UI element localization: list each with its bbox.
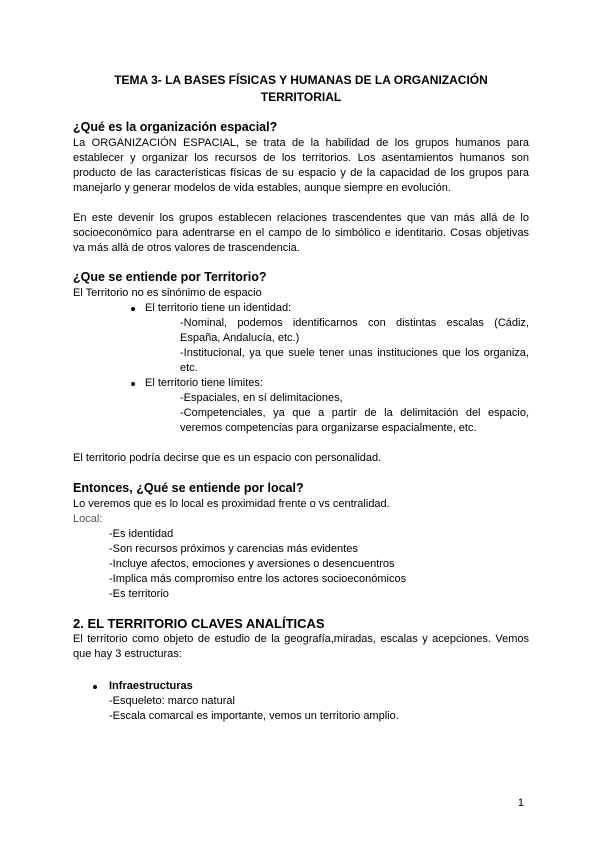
subitem-competenciales: -Competenciales, ya que a partir de la delimitación del espacio, veremos competencias para organizarse espacialmente, etc. <box>180 407 529 434</box>
local-item: -Es identidad <box>109 528 174 540</box>
local-item: -Implica más compromiso entre los actores socioeconómicos <box>109 573 407 585</box>
local-label: Local: <box>73 513 103 525</box>
subitem-espaciales: -Espaciales, en sí delimitaciones, <box>180 392 343 404</box>
local-intro: Lo veremos que es lo local es proximidad frente o vs centralidad. <box>73 498 390 510</box>
local-item: -Es territorio <box>109 588 169 600</box>
identidad-subitems <box>73 316 529 376</box>
claves-intro: El territorio como objeto de estudio de la geografía,miradas, escalas y acepciones. Vemos que hay 3 estructuras: <box>73 633 529 660</box>
subitem-institucional: -Institucional, ya que suele tener unas instituciones que los organiza, etc. <box>180 347 529 374</box>
section-heading-territorio: ¿Que se entiende por Territorio? <box>73 270 267 284</box>
local-items-list <box>73 527 529 602</box>
section-heading-local: Entonces, ¿Qué se entiende por local? <box>73 481 304 495</box>
territorio-intro: El Territorio no es sinónimo de espacio <box>73 287 262 299</box>
local-item: -Son recursos próximos y carencias más evidentes <box>109 543 358 555</box>
local-item: -Incluye afectos, emociones y aversiones o desencuentros <box>109 558 395 570</box>
section-heading-organizacion: ¿Qué es la organización espacial? <box>73 120 278 134</box>
document-page <box>73 72 529 724</box>
subitem-nominal: -Nominal, podemos identificarnos con distintas escalas (Cádiz, España, Andalucía, etc.) <box>180 317 529 344</box>
title-line-2: TERRITORIAL <box>260 90 342 104</box>
territorio-closing: El territorio podría decirse que es un espacio con personalidad. <box>73 452 382 464</box>
page-number: 1 <box>517 797 524 809</box>
paragraph-organizacion-1: La ORGANIZACIÓN ESPACIAL, se trata de la habilidad de los grupos humanos para establecer y organizar los recursos de los territorios. Los asentamientos humanos son producto de las características físicas de su espacio y de la capacidad de los grupos para manejarlo y generar modelos de vida estables, aunque siempre en evolución. <box>73 137 529 194</box>
limites-subitems <box>73 391 529 436</box>
bullet-limites-text: El territorio tiene límites: <box>145 377 263 389</box>
estructuras-bullet-list <box>73 679 529 724</box>
document-title <box>73 72 529 106</box>
bullet-infraestructuras <box>73 679 529 724</box>
bullet-limites <box>73 376 529 391</box>
infraestructuras-title: Infraestructuras <box>109 680 193 692</box>
section-heading-claves: 2. EL TERRITORIO CLAVES ANALÍTICAS <box>73 616 325 631</box>
paragraph-organizacion-2: En este devenir los grupos establecen relaciones trascendentes que van más allá de lo socioeconómico para adentrarse en el campo de lo simbólico e identitario. Cosas objetivas va más allá de otros valores de trascendencia. <box>73 212 529 254</box>
territorio-bullet-list <box>73 301 529 316</box>
infraestructuras-line-2: -Escala comarcal es importante, vemos un territorio amplio. <box>109 710 399 722</box>
bullet-identidad <box>73 301 529 316</box>
bullet-identidad-text: El territorio tiene un identidad: <box>145 302 292 314</box>
title-line-1: TEMA 3- LA BASES FÍSICAS Y HUMANAS DE LA ORGANIZACIÓN <box>114 73 488 87</box>
infraestructuras-line-1: -Esqueleto: marco natural <box>109 695 235 707</box>
territorio-bullet-list-2 <box>73 376 529 391</box>
